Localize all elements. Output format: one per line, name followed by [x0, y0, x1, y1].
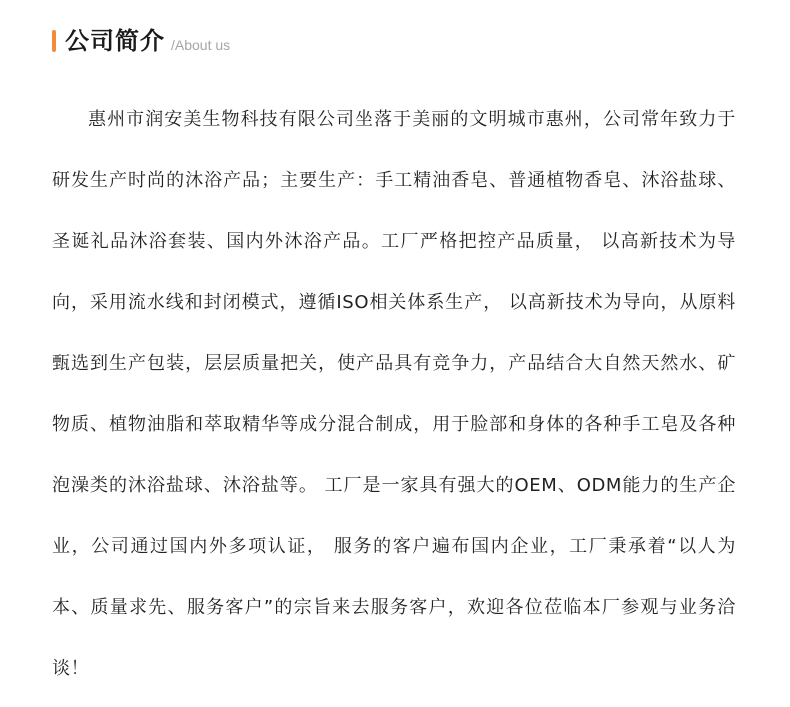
section-subtitle: /About us: [171, 37, 231, 53]
accent-bar: [52, 30, 56, 52]
section-title: 公司简介: [65, 27, 165, 55]
section-header: [52, 26, 230, 56]
company-intro-paragraph: 惠州市润安美生物科技有限公司坐落于美丽的文明城市惠州，公司常年致力于研发生产时尚的沐浴产品；主要生产：手工精油香皂、普通植物香皂、沐浴盐球、圣诞礼品沐浴套装、国内外沐浴产品。工厂严格把控产品质量， 以高新技术为导向，采用流水线和封闭模式，遵循ISO相关体系生产， 以高新技术为导向，从原料甄选到生产包装，层层质量把关，使产品具有竞争力，产品结合大自然天然水、矿物质、植物油脂和萃取精华等成分混合制成，用于脸部和身体的各种手工皂及各种泡澡类的沐浴盐球、沐浴盐等。 工厂是一家具有强大的OEM、ODM能力的生产企业，公司通过国内外多项认证， 服务的客户遍布国内企业，工厂秉承着“以人为本、质量求先、服务客户”的宗旨来去服务客户，欢迎各位莅临本厂参观与业务洽谈！: [52, 109, 736, 679]
